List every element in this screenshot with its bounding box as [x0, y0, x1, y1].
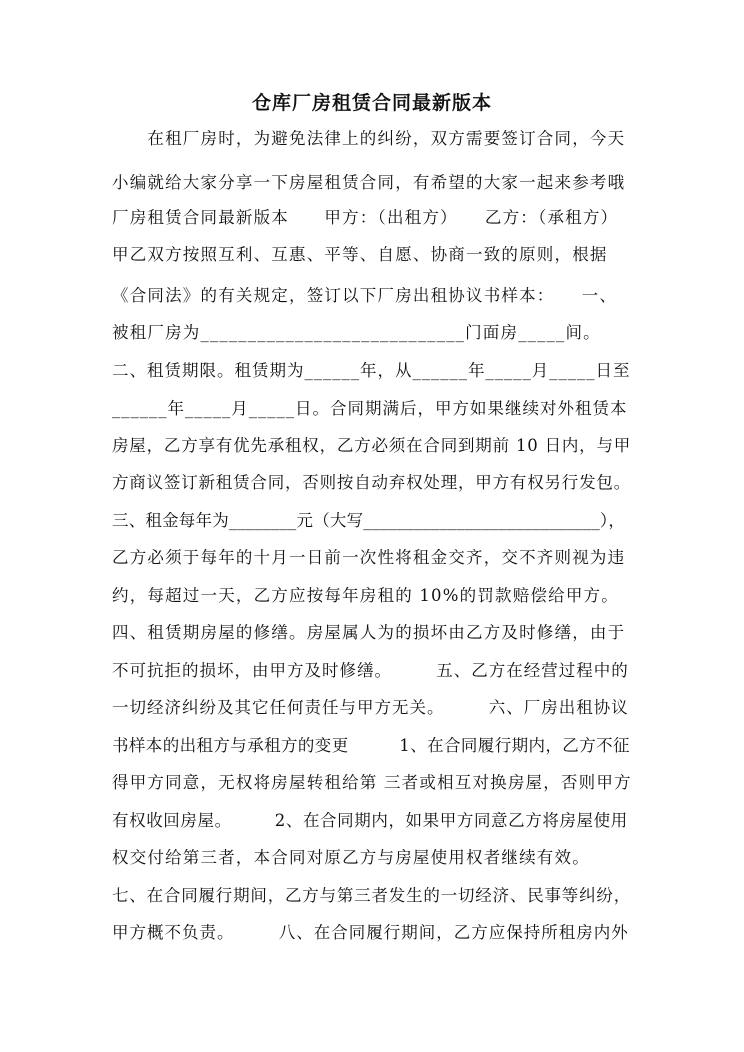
body-line: ______年_____月_____日。合同期满后，甲方如果继续对外租赁本	[112, 399, 628, 418]
body-line: 七、在合同履行期间，乙方与第三者发生的一切经济、民事等纠纷，	[112, 886, 631, 905]
body-line: 三、租金每年为________元（大写____________________________），	[112, 511, 626, 530]
body-line: 甲方概不负责。 八、在合同履行期间，乙方应保持所租房内外	[112, 923, 629, 942]
body-line: 四、租赁期房屋的修缮。房屋属人为的损坏由乙方及时修缮，由于	[112, 623, 626, 642]
body-line: 权交付给第三者，本合同对原乙方与房屋使用权者继续有效。	[112, 848, 590, 867]
body-line: 二、租赁期限。租赁期为______年，从______年_____月_____日至	[112, 361, 631, 380]
body-line: 不可抗拒的损坏，由甲方及时修缮。 五、乙方在经营过程中的	[112, 661, 629, 680]
body-line: 得甲方同意，无权将房屋转租给第 三者或相互对换房屋，否则甲方	[112, 773, 632, 792]
body-line: 小编就给大家分享一下房屋租赁合同，有希望的大家一起来参考哦	[112, 173, 626, 192]
body-line: 约，每超过一天，乙方应按每年房租的 10%的罚款赔偿给甲方。	[112, 586, 619, 605]
body-line: 甲乙双方按照互利、互惠、平等、自愿、协商一致的原则，根据	[112, 245, 608, 264]
document-title: 仓库厂房租赁合同最新版本	[251, 92, 492, 114]
body-line: 厂房租赁合同最新版本 甲方：（出租方） 乙方：（承租方）	[112, 208, 619, 227]
body-line: 房屋，乙方享有优先承租权，乙方必须在合同到期前 10 日内，与甲	[112, 436, 632, 455]
body-line: 方商议签订新租赁合同，否则按自动弃权处理，甲方有权另行发包。	[112, 473, 631, 492]
body-line: 有权收回房屋。 2、在合同期内，如果甲方同意乙方将房屋使用	[112, 811, 628, 830]
body-line: 一切经济纠纷及其它任何责任与甲方无关。 六、厂房出租协议	[112, 698, 629, 717]
body-line: 书样本的出租方与承租方的变更 1、在合同履行期内，乙方不征	[112, 736, 630, 755]
body-line: 在租厂房时，为避免法律上的纠纷，双方需要签订合同，今天	[112, 129, 626, 148]
body-line: 乙方必须于每年的十月一日前一次性将租金交齐，交不齐则视为违	[112, 548, 626, 567]
body-line: 《合同法》的有关规定，签订以下厂房出租协议书样本： 一、	[112, 286, 618, 305]
body-line: 被租厂房为____________________________门面房_____间。	[112, 323, 601, 342]
